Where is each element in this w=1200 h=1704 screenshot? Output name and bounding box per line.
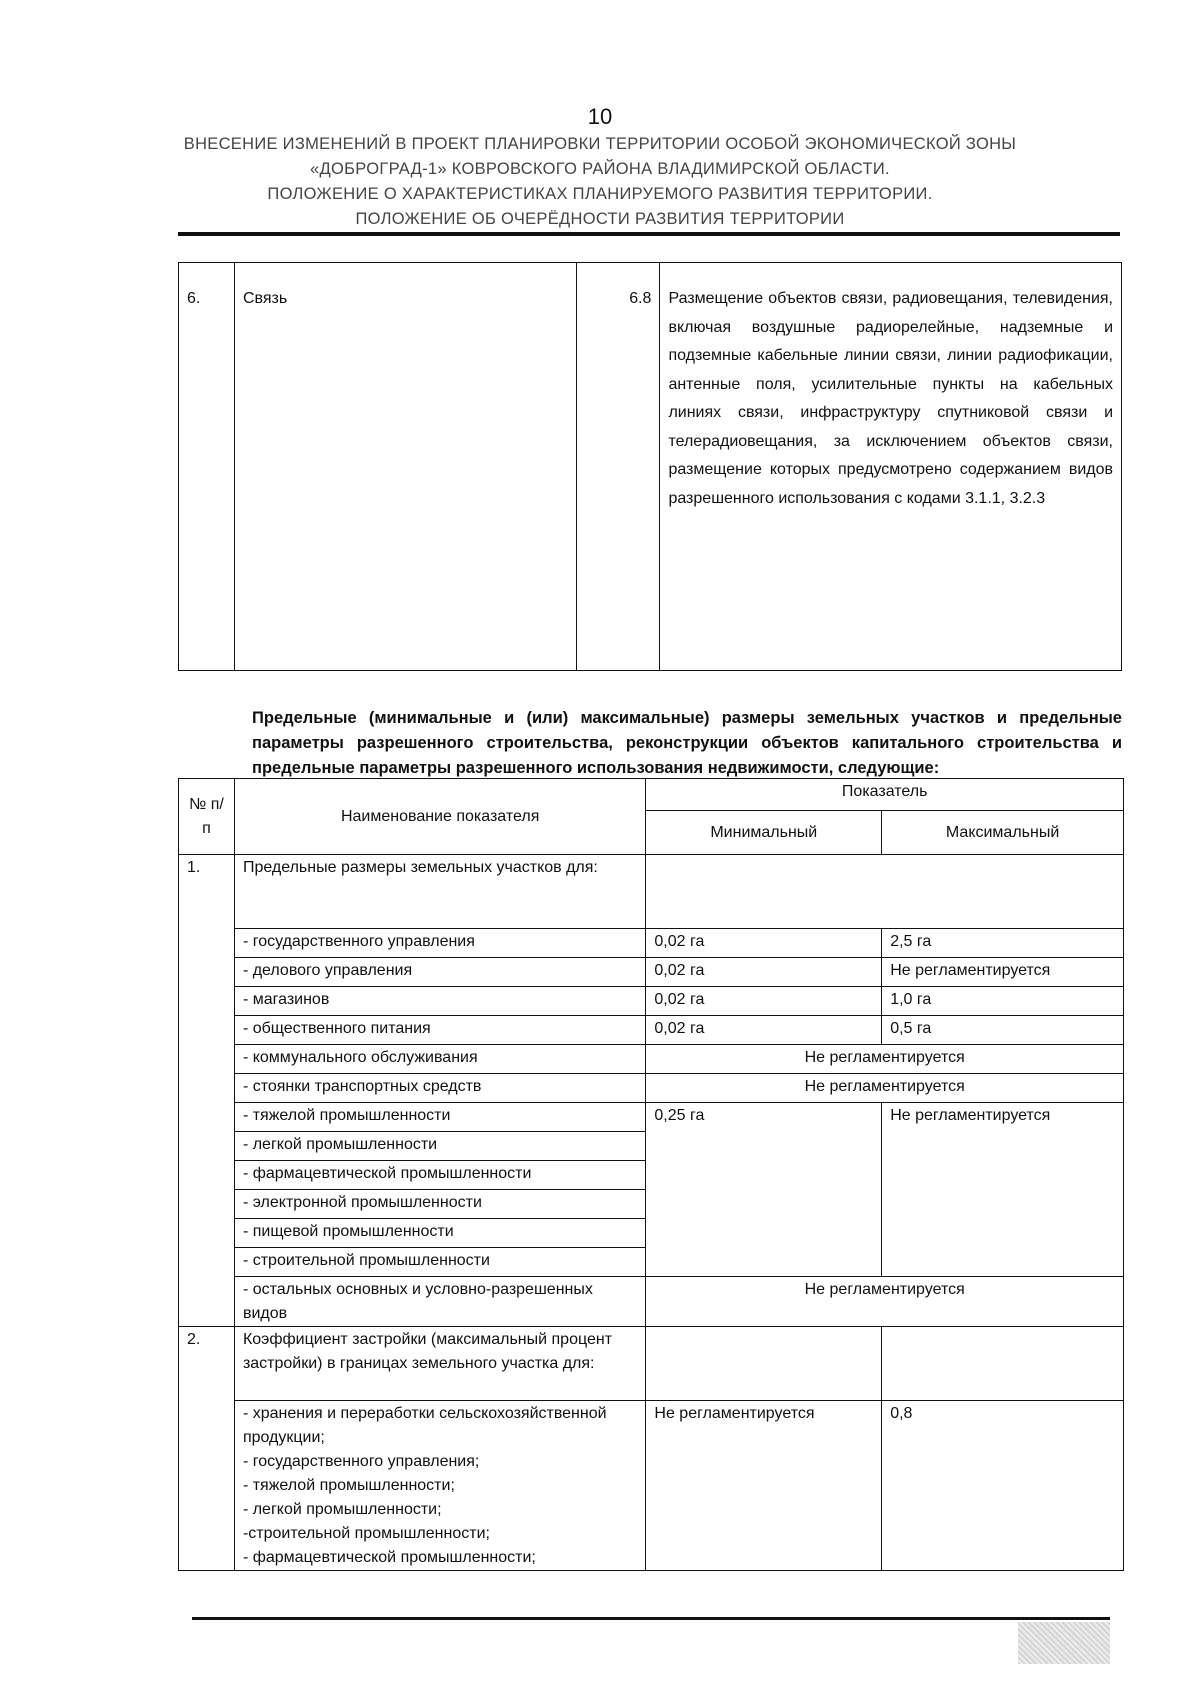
parameter-name: - коммунального обслуживания — [234, 1045, 645, 1074]
parameters-table — [178, 778, 1124, 1571]
use-name: Связь — [234, 263, 576, 671]
parameter-name: - общественного питания — [234, 1016, 645, 1045]
min-value: 0,02 га — [646, 987, 882, 1016]
list-item: - фармацевтической промышленности; — [242, 1549, 536, 1566]
section-title: Коэффициент застройки (максимальный процент застройки) в границах земельного участка для: — [234, 1327, 645, 1401]
parameter-name: - строительной промышленности — [234, 1248, 645, 1277]
parameter-name: - государственного управления — [234, 929, 645, 958]
parameter-name: - тяжелой промышленности — [234, 1103, 645, 1132]
parameter-name: - стоянки транспортных средств — [234, 1074, 645, 1103]
table-row — [179, 929, 1124, 958]
parameter-name: - остальных основных и условно-разрешенных видов — [234, 1277, 645, 1327]
parameter-name-list — [234, 1401, 645, 1571]
header-line: «ДОБРОГРАД-1» КОВРОВСКОГО РАЙОНА ВЛАДИМИРСКОЙ ОБЛАСТИ. — [310, 160, 890, 178]
use-code: 6.8 — [576, 263, 660, 671]
min-value: Не регламентируется — [646, 1401, 882, 1571]
table-row — [179, 958, 1124, 987]
table-row — [179, 855, 1124, 929]
min-value: 0,02 га — [646, 1016, 882, 1045]
land-use-table — [178, 262, 1122, 671]
row-number: 2. — [179, 1327, 235, 1571]
max-value: Не регламентируется — [882, 958, 1124, 987]
min-value: 0,02 га — [646, 958, 882, 987]
parameter-name: - делового управления — [234, 958, 645, 987]
table-row — [179, 1327, 1124, 1401]
header-divider — [178, 232, 1120, 236]
max-value: 0,8 — [882, 1401, 1124, 1571]
max-value: Не регламентируется — [882, 1103, 1124, 1277]
max-value: 2,5 га — [882, 929, 1124, 958]
list-item: - государственного управления; — [242, 1453, 480, 1470]
list-item: - хранения и переработки сельскохозяйственной продукции; — [242, 1405, 607, 1446]
column-header-number: № п/п — [179, 779, 235, 855]
header-line: ПОЛОЖЕНИЕ ОБ ОЧЕРЁДНОСТИ РАЗВИТИЯ ТЕРРИТОРИИ — [355, 210, 845, 228]
page-number: 10 — [587, 104, 613, 129]
list-item: -строительной промышленности; — [242, 1525, 490, 1542]
row-number: 6. — [179, 263, 235, 671]
use-description: Размещение объектов связи, радиовещания, телевидения, включая воздушные радиорелейные, надземные и подземные кабельные линии связи, линии радиофикации, антенные поля, усилительные пункты на кабельных линиях связи, инфраструктуру спутниковой связи и телерадиовещания, за исключением объектов связи, размещение которых предусмотрено содержанием видов разрешенного использования с кодами 3.1.1, 3.2.3 — [660, 263, 1122, 671]
table-row — [179, 1401, 1124, 1571]
empty-cell — [646, 855, 1124, 929]
table-row — [179, 263, 1122, 671]
table-row — [179, 1074, 1124, 1103]
parameter-name: - пищевой промышленности — [234, 1219, 645, 1248]
table-row — [179, 1277, 1124, 1327]
header-line: ВНЕСЕНИЕ ИЗМЕНЕНИЙ В ПРОЕКТ ПЛАНИРОВКИ ТЕРРИТОРИИ ОСОБОЙ ЭКОНОМИЧЕСКОЙ ЗОНЫ — [183, 135, 1017, 153]
merged-value: Не регламентируется — [646, 1045, 1124, 1074]
parameter-name: - магазинов — [234, 987, 645, 1016]
parameter-name: - легкой промышленности — [234, 1132, 645, 1161]
list-item: - легкой промышленности; — [242, 1501, 442, 1518]
table-header-row — [179, 779, 1124, 811]
merged-value: Не регламентируется — [646, 1277, 1124, 1327]
max-value: 1,0 га — [882, 987, 1124, 1016]
parameter-name: - электронной промышленности — [234, 1190, 645, 1219]
list-item: - тяжелой промышленности; — [242, 1477, 455, 1494]
table-row — [179, 1016, 1124, 1045]
max-value: 0,5 га — [882, 1016, 1124, 1045]
table-row — [179, 1103, 1124, 1132]
table-row — [179, 1045, 1124, 1074]
header-line: ПОЛОЖЕНИЕ О ХАРАКТЕРИСТИКАХ ПЛАНИРУЕМОГО РАЗВИТИЯ ТЕРРИТОРИИ. — [267, 185, 933, 203]
column-header-indicator: Показатель — [646, 779, 1124, 811]
empty-cell — [646, 1327, 882, 1401]
column-header-name: Наименование показателя — [234, 779, 645, 855]
merged-value: Не регламентируется — [646, 1074, 1124, 1103]
empty-cell — [882, 1327, 1124, 1401]
section-title: Предельные размеры земельных участков для: — [234, 855, 645, 929]
table-row — [179, 987, 1124, 1016]
row-number: 1. — [179, 855, 235, 1327]
column-header-max: Максимальный — [882, 811, 1124, 855]
section-intro: Предельные (минимальные и (или) максимальные) размеры земельных участков и предельные параметры разрешенного строительства, реконструкции объектов капитального строительства и предельные параметры разрешенного использования недвижимости, следующие: — [252, 709, 1122, 777]
column-header-min: Минимальный — [646, 811, 882, 855]
footer-divider — [192, 1617, 1110, 1620]
parameter-name: - фармацевтической промышленности — [234, 1161, 645, 1190]
min-value: 0,02 га — [646, 929, 882, 958]
document-header — [0, 132, 1200, 232]
scan-stamp — [1018, 1622, 1110, 1664]
min-value: 0,25 га — [646, 1103, 882, 1277]
